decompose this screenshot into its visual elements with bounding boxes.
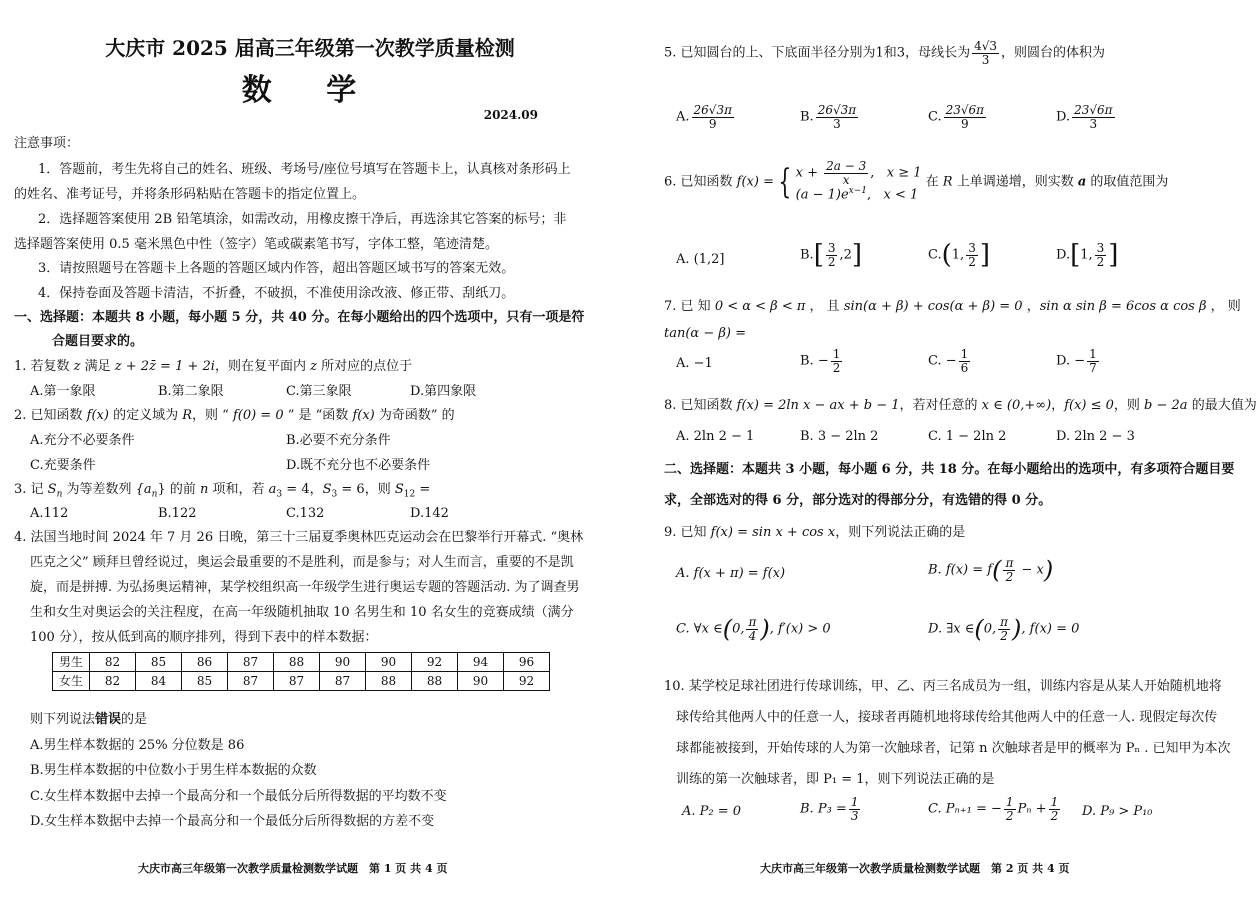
q6-case-condition: x < 1 — [883, 187, 919, 203]
fraction-numerator: π — [1005, 556, 1014, 570]
table-cell: 87 — [228, 672, 274, 691]
table-cell: 90 — [320, 653, 366, 672]
q1-text: ，则在复平面内 — [214, 359, 311, 374]
option-fraction — [1087, 348, 1099, 374]
q4-stem-line: 100 分），按从低到高的顺序排列，得到下表中的样本数据： — [30, 630, 378, 645]
q3-var: {a — [135, 482, 152, 497]
q6-option-c: C.(1, $\frac{3}{2}$ ] — [928, 240, 990, 271]
q3-text: ，则 — [364, 482, 395, 497]
option-text: ,2 — [839, 247, 852, 263]
q6-exponent: x−1 — [848, 186, 867, 197]
q8-stem — [664, 398, 1257, 414]
notice-line: 1．答题前，考生先将自己的姓名、班级、考场号/座位号填写在答题卡上，认真核对条形码上 — [38, 162, 571, 177]
table-cell: 88 — [412, 672, 458, 691]
notice-line: 的姓名、准考证号，并将条形码粘贴在答题卡的指定位置上。 — [14, 187, 366, 202]
q8-function: f(x) = 2ln x − ax + b − 1 — [736, 398, 900, 413]
option-text: , f(x) = 0 — [1021, 621, 1080, 637]
q7-option-c — [928, 348, 972, 374]
q8-inequality: f(x) ≤ 0 — [1064, 398, 1114, 413]
option-fraction — [1072, 104, 1114, 130]
q6-option-a: A. (1,2] — [676, 252, 725, 267]
q2-text: 2. 已知函数 — [14, 408, 87, 423]
table-cell: 87 — [228, 653, 274, 672]
q6-case-condition: x ≥ 1 — [886, 165, 922, 181]
table-cell: 82 — [90, 672, 136, 691]
q6-option-b: B.[ $\frac{3}{2}$ ,2] — [800, 240, 863, 271]
q2-text: 为奇函数” 的 — [374, 408, 455, 423]
fraction-denominator: 2 — [968, 254, 976, 269]
q7-text: 7. 已 知 — [664, 299, 715, 314]
q5-option-b — [800, 104, 860, 130]
option-text: C. Pₙ₊₁ = − — [928, 801, 1002, 817]
table-cell: 92 — [504, 672, 550, 691]
table-cell: 88 — [366, 672, 412, 691]
q1-equation: z + 2z̄ = 1 + 2i — [114, 359, 215, 374]
q2-text: 的定义域为 — [108, 408, 183, 423]
q10-option-d: D. P₉ > P₁₀ — [1082, 804, 1153, 819]
q1-var: z — [73, 359, 81, 374]
option-label: B. − — [800, 353, 829, 369]
q8-option-b: B. 3 − 2ln 2 — [800, 429, 879, 444]
option-text: B. P₃ = — [800, 801, 847, 817]
option-fraction — [1003, 557, 1015, 583]
table-cell: 94 — [458, 653, 504, 672]
fraction-denominator: 2 — [1096, 254, 1105, 269]
fraction-denominator: 7 — [1089, 360, 1097, 375]
fraction-denominator: 2 — [1050, 808, 1059, 823]
q2-option-d: D.既不充分也不必要条件 — [286, 458, 431, 473]
q2-var: R — [182, 408, 193, 423]
fraction-denominator: x — [842, 172, 850, 187]
option-text: 1, — [1080, 247, 1093, 263]
fraction-numerator: 3 — [827, 241, 836, 255]
q9-stem — [664, 525, 965, 541]
option-fraction — [826, 242, 838, 268]
q5-stem — [664, 40, 1105, 66]
q9-text: ，则下列说法正确的是 — [835, 525, 966, 540]
table-cell: 90 — [458, 672, 504, 691]
section1-heading: 一、选择题：本题共 8 小题，每小题 5 分，共 40 分。在每小题给出的四个选项中，只有一项是符 — [14, 310, 585, 325]
q5-option-d — [1056, 104, 1117, 130]
q3-text: = — [415, 482, 431, 497]
option-fraction — [959, 348, 971, 374]
fraction-numerator: 3 — [968, 241, 976, 255]
q3-text: } — [157, 482, 166, 497]
fraction-numerator: 26√3π — [693, 103, 732, 117]
q2-condition: f(0) = 0 — [232, 408, 284, 423]
option-text: 0, — [732, 621, 745, 637]
q2-option-c: C.充要条件 — [30, 458, 96, 473]
fraction-numerator: 3 — [1096, 241, 1105, 255]
notice-heading: 注意事项： — [14, 136, 80, 151]
option-text: 1, — [951, 247, 965, 263]
q2-text: ，则 “ — [192, 408, 233, 423]
fraction-numerator: 23√6π — [1074, 103, 1113, 117]
q2-option-a: A.充分不必要条件 — [30, 433, 135, 448]
q7-equation: sin(α + β) + cos(α + β) = 0 — [843, 299, 1023, 314]
q2-function: f(x) — [352, 408, 375, 423]
table-cell: 88 — [274, 653, 320, 672]
q3-text: 为等差数列 — [62, 482, 136, 497]
option-fraction — [998, 616, 1010, 642]
q6-cases — [796, 160, 922, 204]
fraction-numerator: π — [748, 615, 757, 629]
q1-text: 满足 — [80, 359, 115, 374]
option-fraction — [944, 104, 986, 130]
option-label: B. — [800, 109, 814, 125]
table-cell: 86 — [182, 653, 228, 672]
q9-option-a: A. f(x + π) = f(x) — [676, 566, 786, 581]
table-row — [53, 672, 550, 691]
fraction-numerator: 23√6π — [945, 103, 985, 117]
option-text: C. ∀x ∈ — [676, 621, 723, 637]
fraction-numerator: 1 — [832, 347, 841, 361]
q3-text: 项和，若 — [208, 482, 269, 497]
q6-option-d: D.[1, $\frac{3}{2}$ ] — [1056, 240, 1119, 271]
score-table — [52, 652, 550, 691]
q9-text: 9. 已知 — [664, 525, 711, 540]
q3-option-d: D.142 — [410, 506, 449, 521]
q3-var: S — [47, 482, 57, 497]
q2-text: ” 是 “函数 — [283, 408, 353, 423]
q1-text: 所对应的点位于 — [316, 359, 413, 374]
q1-text: 1. 若复数 — [14, 359, 74, 374]
q4-option-b: B.男生样本数据的中位数小于男生样本数据的众数 — [30, 763, 317, 778]
q8-option-d: D. 2ln 2 − 3 — [1056, 429, 1135, 444]
q10-stem-line: 球都能被接到，开始传球的人为第一次触球者，记第 n 次触球者是甲的概率为 Pₙ . 已知甲为本次 — [676, 741, 1231, 756]
q8-text: ， — [1051, 398, 1065, 413]
table-cell: 92 — [412, 653, 458, 672]
q8-text: 的最大值为 — [1187, 398, 1257, 413]
q3-text: = 6 — [337, 482, 365, 497]
table-row-label: 男生 — [53, 653, 90, 672]
table-cell: 85 — [136, 653, 182, 672]
notice-line: 选择题答案使用 0.5 毫米黑色中性（签字）笔或碳素笔书写，字体工整，笔迹清楚。 — [14, 237, 498, 252]
q7-condition: 0 < α < β < π — [714, 299, 806, 314]
table-row-label: 女生 — [53, 672, 90, 691]
q6-text: 6. 已知函数 — [664, 174, 737, 190]
exam-title: 大庆市 2025 届高三年级第一次教学质量检测 — [105, 36, 515, 60]
q10-option-b — [800, 796, 862, 822]
q3-var: a — [268, 482, 277, 497]
q2-option-b: B.必要不充分条件 — [286, 433, 391, 448]
option-text: D. ∃x ∈ — [928, 621, 975, 637]
q8-option-a: A. 2ln 2 − 1 — [676, 429, 755, 444]
option-text: 0, — [983, 621, 997, 637]
q3-subscript: n — [151, 489, 158, 500]
q5-text: 5. 已知圆台的上、下底面半径分别为1和3，母线长为 — [664, 45, 971, 61]
q10-option-a: A. P₂ = 0 — [682, 804, 742, 819]
q7-equation: sin α sin β = 6cos α cos β — [1039, 299, 1207, 314]
q3-option-a: A.112 — [30, 506, 69, 521]
q6-case-1: x + $\frac{2a - 3}{x}$ , x ≥ 1 — [795, 159, 922, 187]
page-footer: 大庆市高三年级第一次教学质量检测数学试题 第 2 页 共 4 页 — [760, 862, 1070, 875]
fraction-numerator: 1 — [850, 795, 859, 809]
option-fraction — [816, 104, 858, 130]
q4-option-a: A.男生样本数据的 25% 分位数是 86 — [30, 738, 245, 753]
table-row — [53, 653, 550, 672]
q4-option-d: D.女生样本数据中去掉一个最高分和一个最低分后所得数据的方差不变 — [30, 814, 435, 829]
q1-option-c: C.第三象限 — [286, 384, 352, 399]
q7-text: ， 且 — [805, 299, 844, 314]
q6-case-text: (a − 1)e — [795, 187, 849, 203]
section2-heading: 二、选择题：本题共 3 小题，每小题 6 分，共 18 分。在每小题给出的选项中，有多项符合题目要 — [664, 462, 1235, 477]
q10-stem-line: 训练的第一次触球者，即 P₁ = 1，则下列说法正确的是 — [676, 772, 995, 787]
q9-option-b: B. f(x) = f( $\frac{\pi}{2}$ − x) — [928, 556, 1054, 585]
q7-option-b — [800, 348, 844, 374]
option-text: B. f(x) = f — [928, 562, 993, 578]
fraction-denominator: 2 — [827, 254, 836, 269]
q4-ask-text: 则下列说法 — [30, 712, 96, 727]
q8-text: 8. 已知函数 — [664, 398, 737, 413]
q3-subscript: 12 — [403, 489, 416, 500]
q5-fraction — [972, 40, 999, 66]
q3-text: 3. 记 — [14, 482, 48, 497]
option-fraction — [1049, 796, 1061, 822]
option-label: C. − — [928, 353, 957, 369]
option-label: B. — [800, 247, 814, 263]
q9-option-c: C. ∀x ∈(0, $\frac{\pi}{4}$ ), f′(x) > 0 — [676, 615, 831, 644]
option-label: C. — [928, 109, 942, 125]
fraction-numerator: 4√3 — [974, 39, 997, 53]
q7-text: ， — [1022, 299, 1040, 314]
fraction-denominator: 6 — [960, 360, 969, 375]
subject-title: 数 学 — [241, 73, 379, 108]
fraction-numerator: 1 — [1050, 795, 1059, 809]
option-fraction — [746, 616, 758, 642]
q3-text: 的前 — [165, 482, 201, 497]
fraction-denominator: 2 — [832, 360, 841, 375]
q4-stem-line: 4. 法国当地时间 2024 年 7 月 26 日晚，第三十三届夏季奥林匹克运动会在巴黎举行开幕式. “奥林 — [14, 530, 584, 545]
fraction-denominator: 2 — [1005, 569, 1014, 584]
q1-option-a: A.第一象限 — [30, 384, 96, 399]
q5-text: ，则圆台的体积为 — [1001, 45, 1106, 61]
table-cell: 90 — [366, 653, 412, 672]
q3-text: ， — [309, 482, 323, 497]
q1-var: z — [310, 359, 317, 374]
notice-line: 4．保持卷面及答题卡清洁，不折叠，不破损，不准使用涂改液、修正带、刮纸刀。 — [38, 286, 515, 301]
fraction-denominator: 9 — [708, 116, 717, 131]
q5-option-c — [928, 104, 988, 130]
q7-option-d — [1056, 348, 1101, 374]
q8-domain: x ∈ (0,+∞) — [981, 398, 1052, 413]
fraction-denominator: 3 — [981, 52, 990, 67]
q4-stem-line: 生和女生对奥运会的关注程度，在高一年级随机抽取 10 名男生和 10 名女生的竞赛成绩（满分 — [30, 605, 574, 620]
q9-function: f(x) = sin x + cos x — [710, 525, 836, 540]
fraction-denominator: 3 — [833, 116, 841, 131]
q3-var: S — [322, 482, 332, 497]
option-text: − x — [1017, 562, 1044, 578]
q6-function: f(x) = — [736, 174, 774, 190]
q6-var: R — [942, 174, 953, 190]
option-label: D. — [1056, 109, 1071, 125]
fraction-denominator: 4 — [748, 628, 757, 643]
q4-stem-line: 旋，而是拼搏. 为弘扬奥运精神，某学校组织高一年级学生进行奥运专题的答题活动. 为了调查男 — [30, 580, 580, 595]
q6-stem — [664, 160, 1168, 204]
fraction-numerator: π — [1000, 615, 1009, 629]
table-cell: 87 — [274, 672, 320, 691]
fraction-numerator: 1 — [1089, 347, 1097, 361]
option-fraction — [1004, 796, 1016, 822]
table-cell: 84 — [136, 672, 182, 691]
fraction-denominator: 2 — [1005, 808, 1014, 823]
q7-stem — [664, 299, 1241, 315]
option-fraction — [692, 104, 734, 130]
q10-stem-line: 10. 某学校足球社团进行传球训练，甲、乙、丙三名成员为一组，训练内容是从某人开始随机地将 — [664, 679, 1222, 694]
q6-text: 在 — [921, 174, 943, 190]
option-label: A. — [676, 109, 690, 125]
q9-option-d: D. ∃x ∈(0, $\frac{\pi}{2}$ ), f(x) = 0 — [928, 615, 1080, 644]
q10-option-c — [928, 796, 1062, 822]
q3-option-b: B.122 — [158, 506, 197, 521]
q10-stem-line: 球传给其他两人中的任意一人，接球者再随机地将球传给其他两人中的任意一人. 现假定每次传 — [676, 710, 1218, 725]
q1-stem — [14, 359, 412, 375]
q6-var: a — [1077, 174, 1087, 190]
fraction-numerator: 26√3π — [817, 103, 857, 117]
q4-ask-text: 的是 — [121, 712, 148, 727]
q1-option-d: D.第四象限 — [410, 384, 477, 399]
fraction-denominator: 3 — [1089, 116, 1098, 131]
q3-stem — [14, 482, 430, 501]
right-page — [630, 0, 1260, 900]
page-footer: 大庆市高三年级第一次教学质量检测数学试题 第 1 页 共 4 页 — [138, 862, 448, 875]
q6-text: 的取值范围为 — [1086, 174, 1169, 190]
fraction-numerator: 2a − 3 — [826, 159, 867, 173]
fraction-denominator: 3 — [850, 808, 859, 823]
q7-option-a: A. −1 — [676, 356, 713, 371]
q6-case-fraction — [824, 160, 868, 186]
q6-case-2: $(a - 1)e^{x-1}$, x < 1 — [795, 186, 919, 203]
fraction-numerator: 1 — [1005, 795, 1014, 809]
option-fraction — [849, 796, 861, 822]
q3-option-c: C.132 — [286, 506, 325, 521]
notice-line: 2．选择题答案使用 2B 铅笔填涂，如需改动，用橡皮擦干净后，再选涂其它答案的标号；非 — [38, 212, 567, 227]
fraction-denominator: 2 — [1000, 628, 1008, 643]
q8-text: ，若对任意的 — [899, 398, 982, 413]
option-label: D. − — [1056, 353, 1086, 369]
q7-text: ， 则 — [1206, 299, 1241, 314]
table-cell: 85 — [182, 672, 228, 691]
fraction-numerator: 1 — [960, 347, 969, 361]
q1-option-b: B.第二象限 — [158, 384, 224, 399]
q3-subscript: 3 — [331, 489, 338, 500]
q6-case-text: x + — [795, 165, 823, 181]
q7-stem-line2: tan(α − β) = — [664, 326, 746, 341]
notice-line: 3．请按照题号在答题卡上各题的答题区域内作答，超出答题区域书写的答案无效。 — [38, 261, 515, 276]
q2-function: f(x) — [86, 408, 109, 423]
q4-ask-emphasis: 错误 — [95, 712, 122, 727]
q4-ask — [30, 712, 147, 728]
q8-expression: b − 2a — [1144, 398, 1188, 413]
option-fraction — [831, 348, 843, 374]
option-label: C. — [928, 247, 942, 263]
exam-date: 2024.09 — [483, 108, 538, 122]
q3-subscript: n — [56, 489, 63, 500]
table-cell: 96 — [504, 653, 550, 672]
q3-var: S — [394, 482, 404, 497]
option-fraction — [1095, 242, 1107, 268]
q3-var: n — [200, 482, 209, 497]
table-cell: 82 — [90, 653, 136, 672]
table-cell: 87 — [320, 672, 366, 691]
section2-heading-cont: 求，全部选对的得 6 分，部分选对的得部分分，有选错的得 0 分。 — [664, 493, 1052, 508]
option-label: D. — [1056, 247, 1071, 263]
q3-subscript: 3 — [276, 489, 283, 500]
q3-text: = 4 — [282, 482, 310, 497]
q8-option-c: C. 1 − 2ln 2 — [928, 429, 1007, 444]
q4-stem-line: 匹克之父” 顾拜旦曾经说过，奥运会最重要的不是胜利，而是参与；对人生而言，重要的不是凯 — [30, 555, 574, 570]
section1-heading-cont: 合题目要求的。 — [52, 334, 144, 349]
option-text: Pₙ + — [1017, 801, 1047, 817]
q5-option-a — [676, 104, 736, 130]
option-fraction — [966, 242, 978, 268]
fraction-denominator: 9 — [961, 116, 969, 131]
q4-option-c: C.女生样本数据中去掉一个最高分和一个最低分后所得数据的平均数不变 — [30, 789, 447, 804]
brace-icon: { — [778, 161, 792, 202]
option-text: , f′(x) > 0 — [769, 621, 831, 637]
q8-text: ，则 — [1113, 398, 1145, 413]
q2-stem — [14, 408, 455, 424]
q6-text: 上单调递增，则实数 — [952, 174, 1078, 190]
